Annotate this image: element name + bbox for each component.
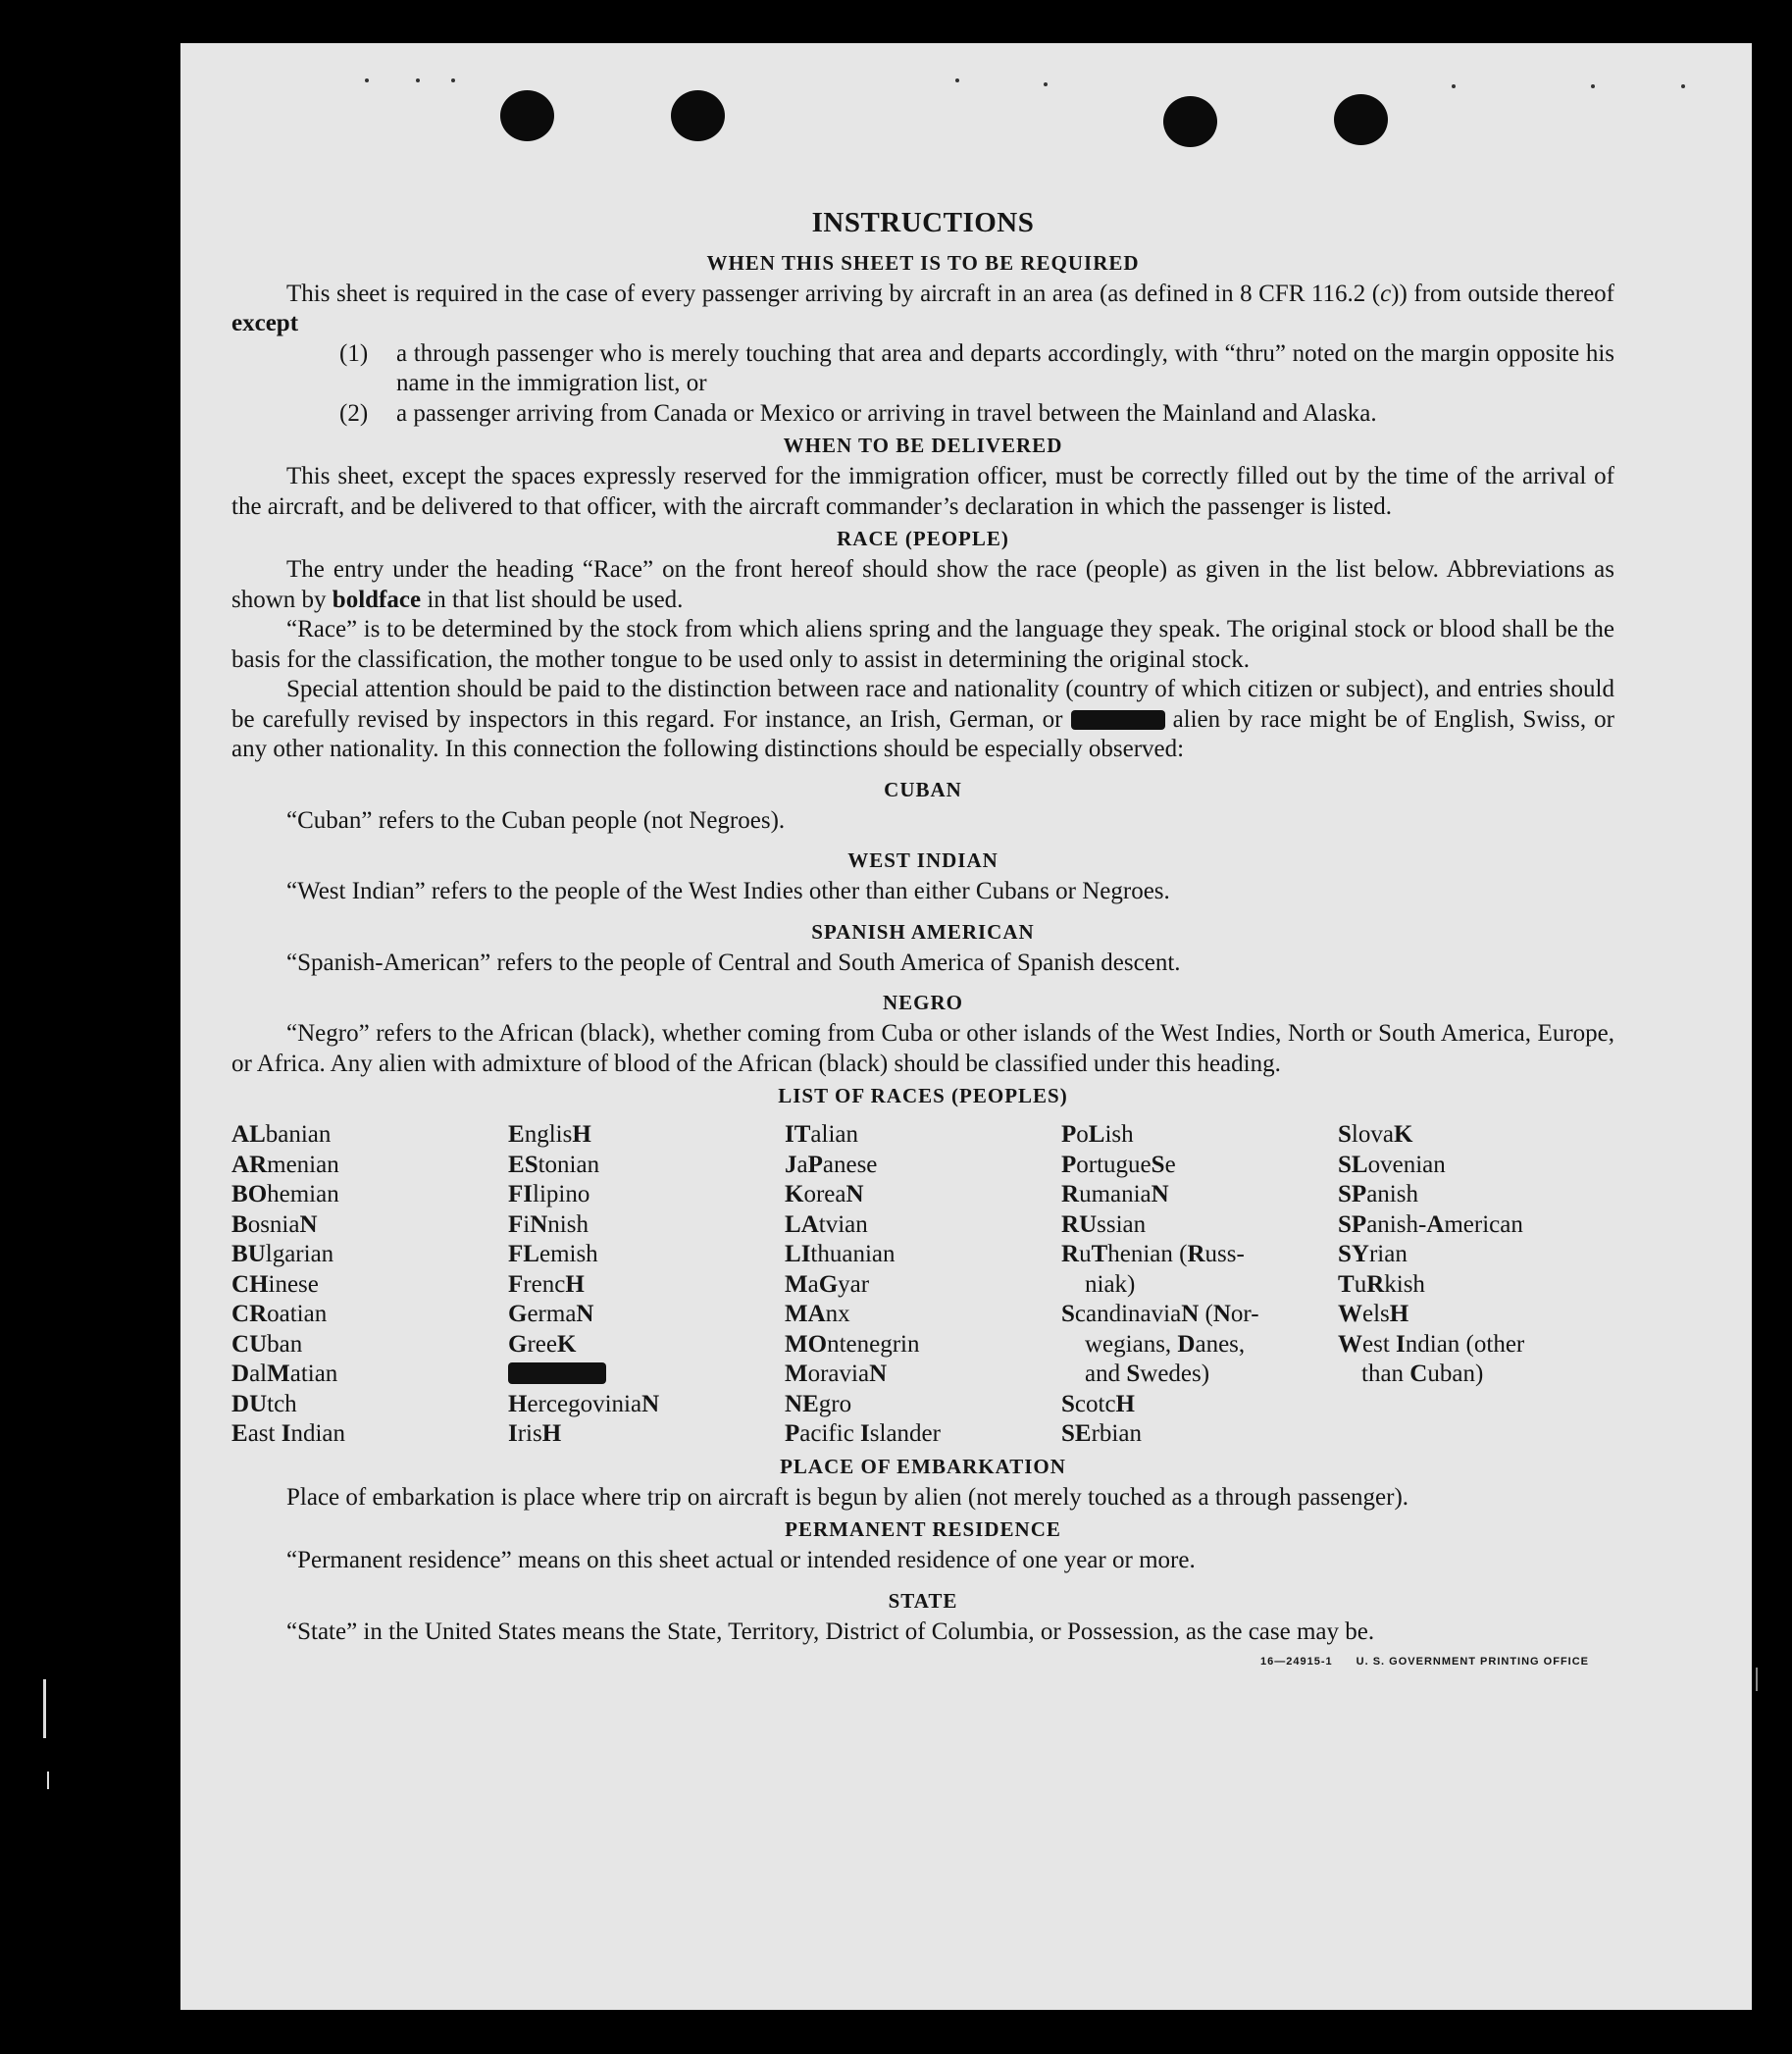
document-page [180,43,1752,2010]
margin-mark [43,1679,46,1738]
race-entry-redacted [508,1360,785,1390]
speck [1681,84,1685,88]
form-code: 16—24915-1 [1260,1656,1333,1668]
race-entry: MOntenegrin [785,1330,920,1358]
race-entry: HercegoviniaN [508,1390,660,1417]
heading-race: RACE (PEOPLE) [837,527,1009,550]
race-entry: FiNnish [508,1210,589,1238]
heading-permanent-residence: PERMANENT RESIDENCE [785,1517,1061,1541]
race-entry: ITalian [785,1121,859,1148]
race-entry: MAnx [785,1301,850,1327]
race-entry-continued: wegians, Danes, [1085,1330,1246,1358]
margin-mark [1756,1668,1758,1691]
race-entry: BOhemian [231,1181,339,1207]
race-entry: SlovaK [1338,1121,1413,1148]
race-entry-continued: and Swedes) [1085,1361,1210,1387]
race-entry: FIlipino [508,1181,590,1207]
speck [1044,82,1048,86]
race-entry: FrencH [508,1270,585,1298]
heading-negro: NEGRO [882,991,963,1014]
race-entry-continued: niak) [1085,1270,1136,1298]
races-column-1 [231,1120,508,1450]
footer [231,1647,1614,1677]
races-list [231,1120,1614,1450]
state-text: “State” in the United States means the State, Territory, District of Columbia, or Possession, as the case may be. [286,1618,1375,1645]
heading-state: STATE [888,1588,958,1613]
race-entry: EStonian [508,1151,600,1178]
race-entry: RumaniaN [1061,1181,1169,1207]
race-entry: RuThenian (Russ- [1061,1241,1245,1267]
embarkation-text: Place of embarkation is place where trip on aircraft is begun by alien (not merely touched as a through passenger). [286,1483,1409,1511]
cuban-text: “Cuban” refers to the Cuban people (not Negroes). [286,806,786,834]
race-entry: SErbian [1061,1420,1142,1447]
race-entry: LAtvian [785,1210,868,1238]
negro-text: “Negro” refers to the African (black), whether coming from Cuba or other islands of the West Indies, North or South America, Europe, or Africa. Any alien with admixture of blood of the African (black) should be classified under this heading. [231,1020,1614,1077]
delivered-text: This sheet, except the spaces expressly reserved for the immigration officer, must be correctly filled out by the time of the arrival of the aircraft, and be delivered to that officer, with the aircraft commander’s declaration in which the passenger is listed. [231,463,1614,520]
race-entry: ARmenian [231,1151,339,1178]
speck [1452,84,1456,88]
heading-cuban: CUBAN [884,777,962,801]
race-entry: West Indian (other [1338,1330,1525,1358]
punch-hole [1334,94,1388,145]
residence-text: “Permanent residence” means on this sheet actual or intended residence of one year or more. [286,1547,1196,1573]
speck [955,78,959,82]
race-entry: DUtch [231,1390,297,1417]
heading-delivered: WHEN TO BE DELIVERED [783,434,1063,457]
race-entry: GermaN [508,1301,594,1327]
race-entry: ScotcH [1061,1390,1135,1417]
race-entry: East Indian [231,1420,345,1447]
race-entry: JaPanese [785,1151,878,1178]
required-item-2: (2) a passenger arriving from Canada or Mexico or arriving in travel between the Mainland and Alaska. [339,399,1377,427]
required-item-1: (1) a through passenger who is merely touching that area and departs accordingly, with “thru” noted on the margin opposite his name in the immigration list, or [339,339,1614,396]
punch-hole [500,90,554,141]
race-entry: KoreaN [785,1181,864,1207]
race-entry: IrisH [508,1420,562,1447]
race-entry: DalMatian [231,1361,338,1387]
page-title: INSTRUCTIONS [811,207,1035,238]
speck [365,78,369,82]
race-entry: CUban [231,1330,303,1358]
race-entry: SPanish [1338,1181,1418,1207]
spanish-american-text: “Spanish-American” refers to the people of Central and South America of Spanish descent. [286,949,1181,976]
race-entry: PortugueSe [1061,1151,1176,1178]
race-entry: SYrian [1338,1241,1408,1267]
race-entry: Pacific Islander [785,1420,941,1447]
redaction-mark [1071,710,1165,730]
races-column-4 [1061,1120,1338,1450]
heading-west-indian: WEST INDIAN [847,848,998,872]
race-paragraph-1: The entry under the heading “Race” on the front hereof should show the race (people) as given in the list below. Abbreviations as shown by boldface in that list should be used. [231,556,1614,613]
margin-mark [47,1772,49,1789]
race-entry: BUlgarian [231,1241,334,1267]
punch-hole [671,90,725,141]
speck [1591,84,1595,88]
heading-required: WHEN THIS SHEET IS TO BE REQUIRED [706,250,1140,275]
race-entry: PoLish [1061,1121,1134,1148]
race-entry: MaGyar [785,1270,870,1298]
races-column-5 [1338,1120,1614,1450]
race-entry: RUssian [1061,1210,1147,1238]
race-entry: ALbanian [231,1121,332,1148]
races-column-2 [508,1120,785,1450]
race-paragraph-2: “Race” is to be determined by the stock from which aliens spring and the language they speak. The original stock or blood shall be the basis for the classification, the mother tongue to be used only to assist in determining the original stock. [231,616,1614,673]
speck [416,78,420,82]
race-entry: ScandinaviaN (Nor- [1061,1301,1259,1327]
race-entry: WelsH [1338,1301,1409,1327]
print-code [1237,1647,1589,1677]
speck [451,78,455,82]
heading-list-of-races: LIST OF RACES (PEOPLES) [778,1084,1068,1107]
heading-spanish-american: SPANISH AMERICAN [811,919,1035,944]
race-entry: CHinese [231,1270,319,1298]
required-intro: This sheet is required in the case of every passenger arriving by aircraft in an area (as defined in 8 CFR 116.2 (c)) from outside thereof except [231,280,1614,336]
race-entry: CRoatian [231,1301,328,1327]
race-entry: SPanish-American [1338,1210,1523,1238]
race-entry: LIthuanian [785,1241,896,1267]
printer-name: U. S. GOVERNMENT PRINTING OFFICE [1356,1656,1589,1668]
race-entry: SLovenian [1338,1151,1446,1178]
race-entry: TuRkish [1338,1270,1425,1298]
punch-hole [1163,96,1217,147]
heading-embarkation: PLACE OF EMBARKATION [780,1454,1066,1478]
race-entry: EnglisH [508,1121,591,1148]
document-body [231,161,1614,1677]
races-column-3 [785,1120,1061,1450]
race-entry-continued: than Cuban) [1361,1361,1484,1387]
race-entry: GreeK [508,1330,577,1358]
race-paragraph-3: Special attention should be paid to the distinction between race and nationality (country of which citizen or subject), and entries should be carefully revised by inspectors in this regard. For instance, an Irish, German, or alien by race might be of English, Swiss, or any other nationality. In this connection the following distinctions should be especially observed: [231,676,1614,762]
race-entry: MoraviaN [785,1361,888,1387]
redaction-mark [508,1362,606,1384]
race-entry: NEgro [785,1390,852,1417]
race-entry: BosniaN [231,1210,318,1238]
west-indian-text: “West Indian” refers to the people of the West Indies other than either Cubans or Negroes. [286,878,1170,904]
race-entry: FLemish [508,1241,598,1267]
